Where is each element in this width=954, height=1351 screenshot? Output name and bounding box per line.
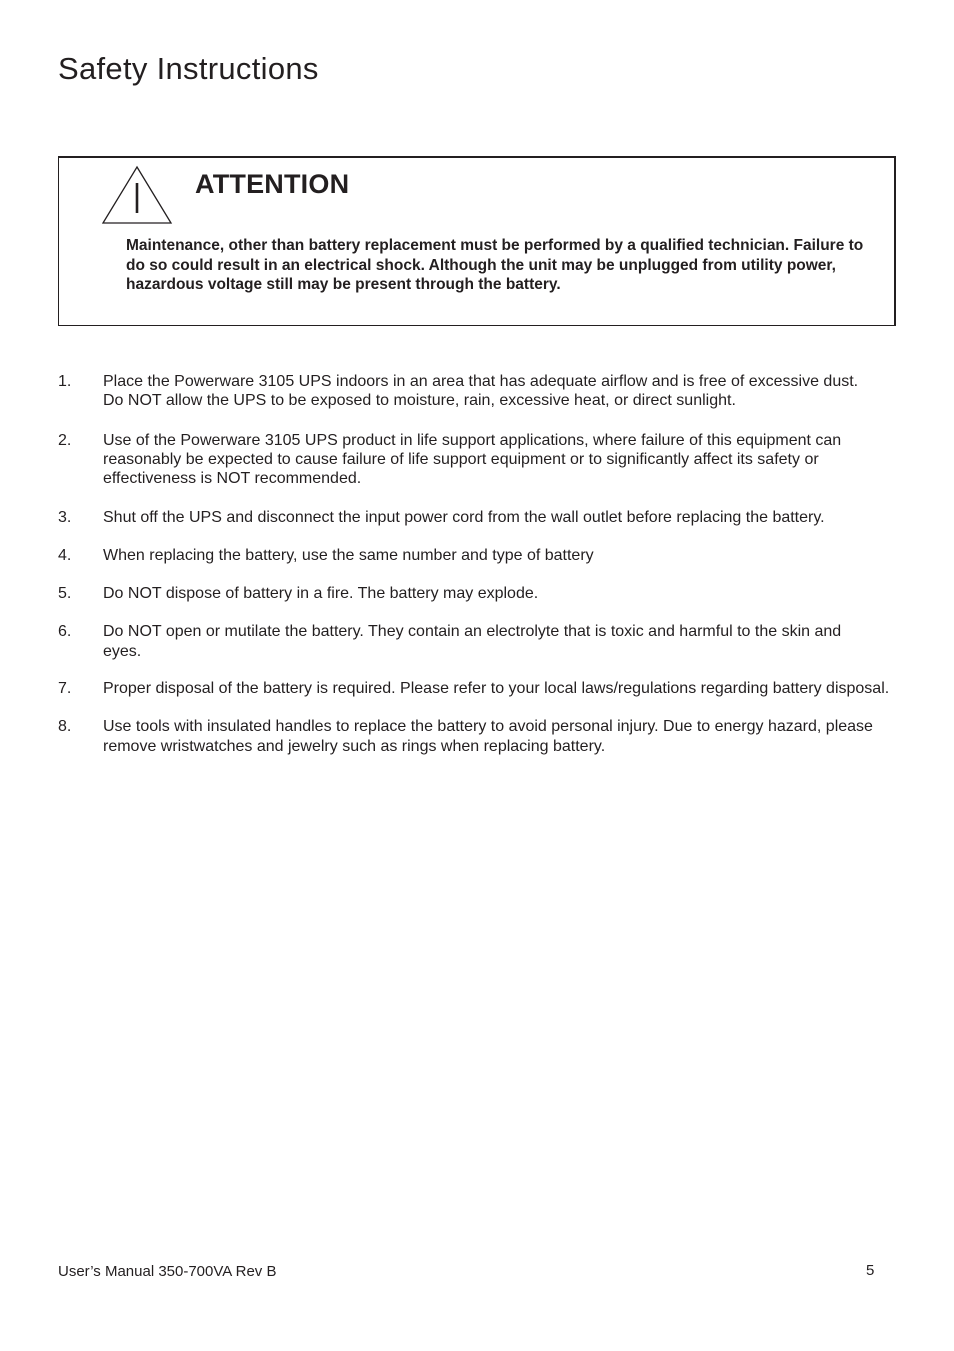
instruction-item xyxy=(58,717,898,756)
instruction-number: 8. xyxy=(58,718,72,736)
attention-text: Maintenance, other than battery replacement must be performed by a qualified technician. Failure to do so could result in an electrical shock. Although the unit may be unplugged from utility power, hazardous voltage still may be present through the battery. xyxy=(126,237,864,293)
page-title: Safety Instructions xyxy=(58,51,319,86)
instruction-text: Shut off the UPS and disconnect the input power cord from the wall outlet before replacing the battery. xyxy=(103,509,825,527)
instruction-number: 3. xyxy=(58,509,72,527)
instruction-list xyxy=(58,372,898,756)
attention-box xyxy=(58,156,896,326)
instruction-item xyxy=(58,584,898,603)
warning-triangle-icon xyxy=(101,165,173,225)
instruction-text: Do NOT dispose of battery in a fire. The battery may explode. xyxy=(103,585,539,603)
instruction-number: 5. xyxy=(58,585,72,603)
instruction-item xyxy=(58,546,898,565)
footer-page-number: 5 xyxy=(866,1262,875,1279)
instruction-text: Do NOT open or mutilate the battery. They contain an electrolyte that is toxic and harmful to the skin and eyes. xyxy=(103,623,842,660)
instruction-text: Proper disposal of the battery is required. Please refer to your local laws/regulations regarding battery disposal. xyxy=(103,679,890,697)
instruction-item xyxy=(58,372,898,411)
attention-heading: ATTENTION xyxy=(195,169,350,199)
instruction-item xyxy=(58,508,898,527)
instruction-number: 1. xyxy=(58,373,72,390)
instruction-item xyxy=(58,431,898,489)
instruction-item xyxy=(58,622,898,661)
instruction-number: 2. xyxy=(58,431,72,449)
footer-manual-title: User’s Manual 350-700VA Rev B xyxy=(58,1263,277,1280)
instruction-item xyxy=(58,679,898,698)
instruction-number: 6. xyxy=(58,623,72,641)
instruction-text: Use tools with insulated handles to replace the battery to avoid personal injury. Due to energy hazard, please remove wristwatches and jewelry such as rings when replacing battery. xyxy=(103,718,873,755)
instruction-number: 4. xyxy=(58,546,72,564)
instruction-text: Place the Powerware 3105 UPS indoors in an area that has adequate airflow and is free of excessive dust. Do NOT allow the UPS to be exposed to moisture, rain, excessive heat, or direct sunlight. xyxy=(103,373,859,410)
instruction-text: Use of the Powerware 3105 UPS product in life support applications, where failure of this equipment can reasonably be expected to cause failure of life support equipment or to significantly affect its safety or effectiveness is NOT recommended. xyxy=(103,431,842,488)
instruction-text: When replacing the battery, use the same number and type of battery xyxy=(103,546,594,564)
instruction-number: 7. xyxy=(58,679,72,697)
